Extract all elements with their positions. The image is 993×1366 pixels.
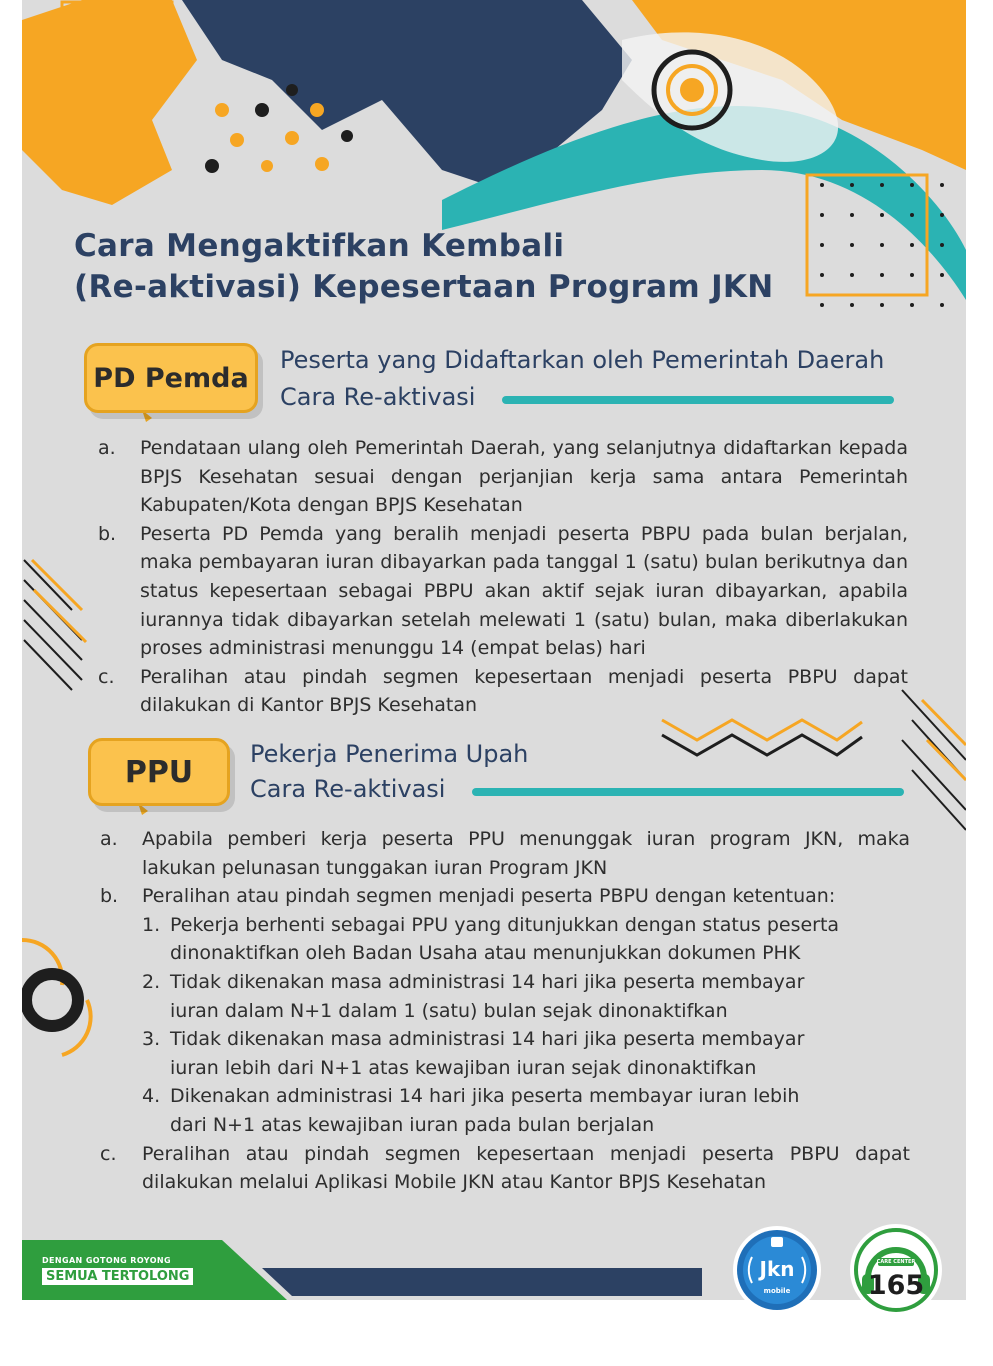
badge-pd-pemda: PD Pemda	[84, 343, 258, 413]
sub-list-item-text: Dikenakan administrasi 14 hari jika peserta membayar iuran lebih dari N+1 atas kewajiban iuran pada bulan berjalan	[170, 1085, 800, 1136]
sub-list-item-text: Tidak dikenakan masa administrasi 14 hari jika peserta membayar iuran dalam N+1 dalam 1 (satu) bulan sejak dinonaktifkan	[170, 970, 805, 1022]
care-center-number: 165	[867, 1270, 925, 1301]
list-pd-pemda	[98, 434, 908, 720]
list-marker: b.	[100, 885, 119, 908]
list-marker: b.	[98, 522, 117, 545]
section-title-ppu: Pekerja Penerima Upah	[250, 740, 529, 768]
list-item	[98, 520, 908, 663]
list-marker: c.	[100, 1142, 117, 1165]
section-underline	[502, 396, 894, 404]
sub-list-item-text: Pekerja berhenti sebagai PPU yang ditunjukkan dengan status peserta dinonaktifkan oleh Badan Usaha atau menunjukkan dokumen PHK	[170, 913, 840, 965]
jkn-mobile-logo[interactable]	[732, 1225, 822, 1315]
list-item-text: Peralihan atau pindah segmen menjadi peserta PBPU dengan ketentuan:	[142, 885, 836, 908]
section-subtitle-ppu: Cara Re-aktivasi	[250, 775, 446, 803]
sub-list	[142, 911, 842, 1140]
list-item-text: Peserta PD Pemda yang beralih menjadi peserta PBPU pada bulan berjalan, maka pembayaran iuran dibayarkan pada tanggal 1 (satu) bulan berikutnya dan status kepesertaan sebagai PBPU akan aktif sejak iuran dibayarkan, apabila iurannya tidak dibayarkan setelah melewati 1 (satu) bulan, maka diberlakukan proses administrasi menunggu 14 (empat belas) hari	[140, 522, 908, 660]
sub-list-item-text: Tidak dikenakan masa administrasi 14 hari jika peserta membayar iuran lebih dari N+1 atas kewajiban iuran sejak dinonaktifkan	[170, 1028, 805, 1079]
jkn-logo-text: Jkn	[759, 1257, 795, 1281]
footer-tagline	[42, 1256, 193, 1285]
care-center-label: CARE CENTER	[876, 1259, 916, 1265]
list-item	[100, 825, 910, 882]
sub-list-item	[142, 911, 842, 968]
sub-list-item	[142, 968, 842, 1025]
list-item-text: Apabila pemberi kerja peserta PPU menunggak iuran program JKN, maka lakukan pelunasan tunggakan iuran Program JKN	[142, 828, 910, 879]
sub-list-item	[142, 1025, 842, 1082]
poster	[22, 0, 966, 1340]
tagline-main: SEMUA TERTOLONG	[42, 1268, 193, 1285]
sub-list-item	[142, 1082, 842, 1139]
sub-list-marker: 2.	[142, 970, 161, 993]
badge-ppu: PPU	[88, 738, 230, 806]
care-center-logo[interactable]	[848, 1222, 944, 1318]
page-title-line-1: Cara Mengaktifkan Kembali	[74, 228, 565, 264]
list-item-text: Pendataan ulang oleh Pemerintah Daerah, yang selanjutnya didaftarkan kepada BPJS Kesehatan sesuai dengan perjanjian kerja sama antara Pemerintah Kabupaten/Kota dengan BPJS Kesehatan	[140, 437, 908, 517]
list-ppu	[100, 825, 910, 1197]
list-marker: c.	[98, 665, 115, 688]
page-title	[74, 226, 773, 308]
list-item-text: Peralihan atau pindah segmen kepesertaan menjadi peserta PBPU dapat dilakukan melalui Aplikasi Mobile JKN atau Kantor BPJS Kesehatan	[142, 1142, 910, 1194]
section-title-pd-pemda: Peserta yang Didaftarkan oleh Pemerintah Daerah	[280, 346, 885, 374]
page-title-line-2: (Re-aktivasi) Kepesertaan Program JKN	[74, 269, 774, 305]
list-item	[98, 663, 908, 720]
list-marker: a.	[100, 828, 118, 850]
sub-list-marker: 4.	[142, 1085, 161, 1108]
list-item	[98, 434, 908, 520]
section-underline	[472, 788, 904, 796]
sub-list-marker: 1.	[142, 913, 161, 936]
jkn-logo-subtext: mobile	[763, 1287, 791, 1295]
tagline-small: DENGAN GOTONG ROYONG	[42, 1256, 171, 1265]
list-item-text: Peralihan atau pindah segmen kepesertaan menjadi peserta PBPU dapat dilakukan di Kantor BPJS Kesehatan	[140, 665, 908, 717]
section-subtitle-pd-pemda: Cara Re-aktivasi	[280, 383, 476, 411]
list-item	[100, 1140, 910, 1197]
list-marker: a.	[98, 437, 116, 459]
list-item	[100, 882, 910, 1139]
sub-list-marker: 3.	[142, 1028, 161, 1051]
